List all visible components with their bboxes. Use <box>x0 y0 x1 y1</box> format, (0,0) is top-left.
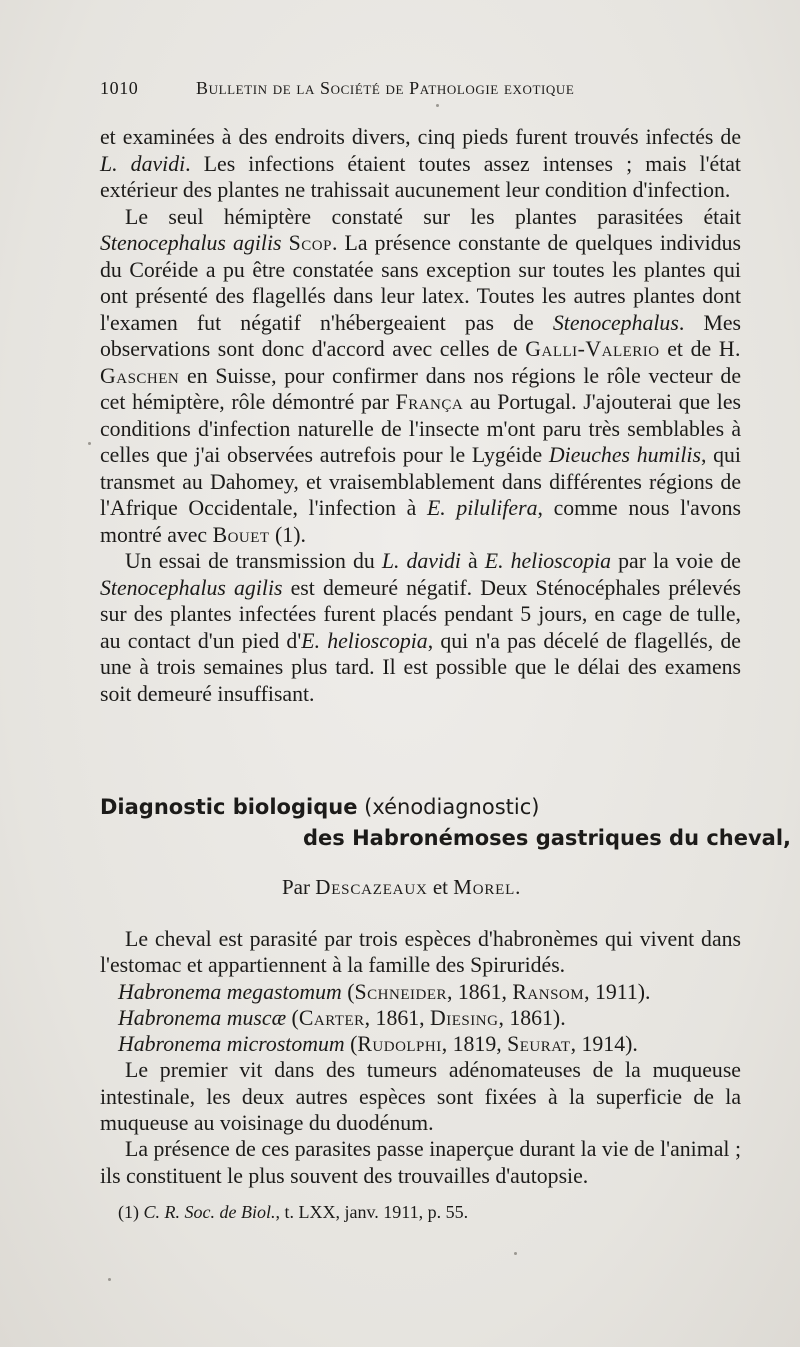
article-title-line-2: des Habronémoses gastriques du cheval, <box>303 826 792 850</box>
footnote: (1) C. R. Soc. de Biol., t. LXX, janv. 1911, p. 55. <box>118 1202 469 1222</box>
species-line: Habronema megastomum (Schneider, 1861, Ransom, 1911). <box>118 979 651 1004</box>
article-byline: Par Descazeaux et Morel. <box>282 875 521 899</box>
print-speck <box>88 442 91 445</box>
paragraph-stenocephalus: Le seul hémiptère constaté sur les plantes parasitées était Stenocephalus agilis Scop. La présence constante de quelques individus du Coréide a pu être constatée sans exception sur toutes les plantes qui ont présenté des flagellés dans leur latex. Toutes les autres plantes dont l'examen fut négatif n'hébergeaient pas de Stenocephalus. Mes observations sont donc d'accord avec celles de Galli-Valerio et de H. Gaschen en Suisse, pour confirmer dans nos régions le rôle vecteur de cet hémiptère, rôle démontré par França au Portugal. J'ajouterai que les conditions d'infection naturelle de l'insecte m'ont paru très semblables à celles que j'ai observées autrefois pour le Lygéide Dieuches humilis, qui transmet au Dahomey, et vraisemblablement dans différentes régions de l'Afrique Occidentale, l'infection à E. pilulifera, comme nous l'avons montré avec Bouet (1). <box>100 204 742 547</box>
paragraph-intro: Le cheval est parasité par trois espèces d'habronèmes qui vivent dans l'estomac et appartiennent à la famille des Spiruridés. <box>100 927 741 978</box>
species-line: Habronema microstomum (Rudolphi, 1819, Seurat, 1914). <box>118 1032 638 1057</box>
section-2-body <box>100 926 741 1189</box>
running-title: Bulletin de la Société de Pathologie exotique <box>196 78 575 98</box>
print-speck <box>108 1278 111 1281</box>
print-speck <box>436 104 439 107</box>
page-number: 1010 <box>100 78 139 98</box>
section-1-body <box>100 124 741 707</box>
print-speck <box>514 1252 517 1255</box>
page-header <box>100 78 700 108</box>
article-title-line-1: Diagnostic biologique (xénodiagnostic) <box>100 795 540 819</box>
paragraph-location: Le premier vit dans des tumeurs adénomateuses de la muqueuse intestinale, les deux autres espèces sont fixées à la superficie de la muqueuse au voisinage du duodénum. <box>100 1058 741 1136</box>
paragraph-presence: La présence de ces parasites passe inaperçue durant la vie de l'animal ; ils constituent le plus souvent des trouvailles d'autopsie. <box>100 1137 741 1188</box>
paragraph-transmission-essay: Un essai de transmission du L. davidi à E. helioscopia par la voie de Stenocephalus agilis est demeuré négatif. Deux Sténocéphales prélevés sur des plantes infectées furent placés pendant 5 jours, en cage de tulle, au contact d'un pied d'E. helioscopia, qui n'a pas décelé de flagellés, de une à trois semaines plus tard. Il est possible que le délai des examens soit demeuré insuffisant. <box>100 549 741 706</box>
paragraph-continued: et examinées à des endroits divers, cinq pieds furent trouvés infectés de L. davidi. Les infections étaient toutes assez intenses ; mais l'état extérieur des plantes ne trahissait aucunement leur condition d'infection. <box>100 125 741 202</box>
species-line: Habronema muscæ (Carter, 1861, Diesing, 1861). <box>118 1005 566 1030</box>
